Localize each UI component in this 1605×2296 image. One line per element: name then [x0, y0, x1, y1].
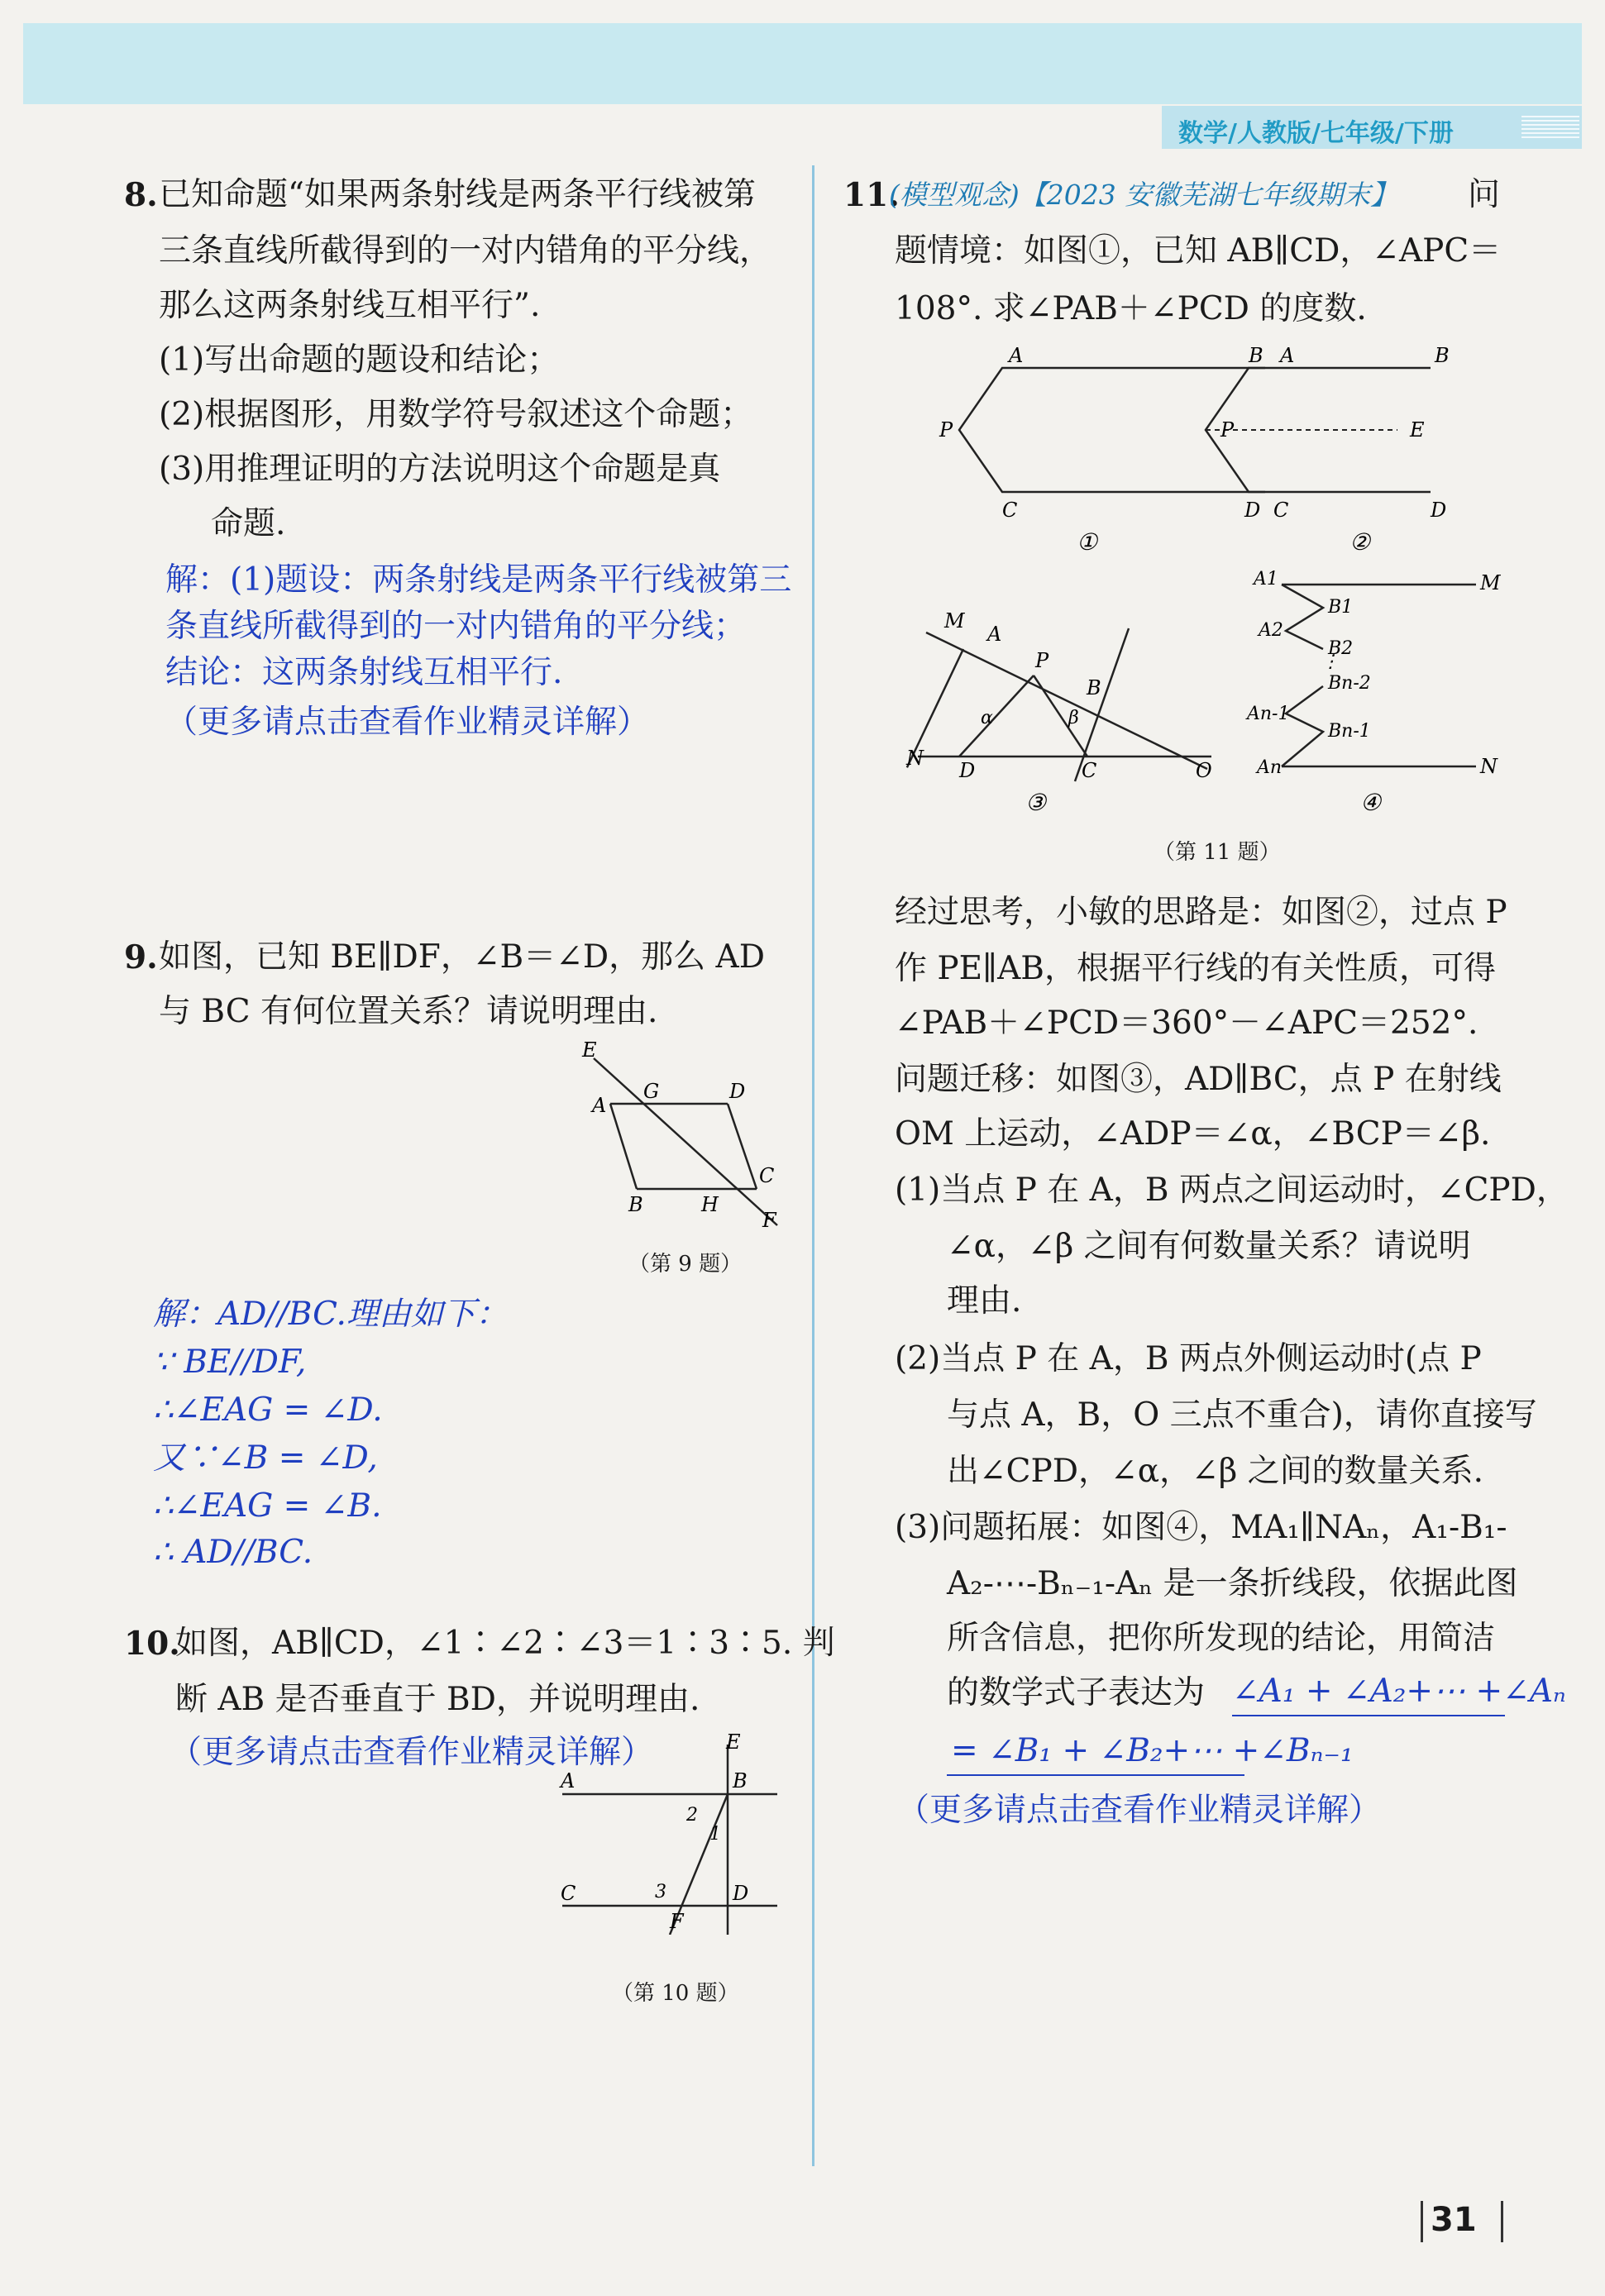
q11-f3-pd [959, 675, 1034, 757]
q11-f3-d: D [959, 759, 976, 782]
q10-label-a: A [561, 1769, 576, 1792]
q11-f3-o: O [1196, 759, 1212, 782]
q11-f1-p: P [939, 418, 953, 442]
q9-label-h: H [701, 1193, 719, 1216]
q11-f4-b2: B2 [1328, 638, 1354, 659]
q11-part2-3: 出∠CPD，∠α，∠β 之间的数量关系. [947, 1453, 1484, 1490]
header-subject-tag [1162, 106, 1582, 149]
q10-label-e: E [726, 1730, 741, 1754]
q9-label-b: B [628, 1193, 643, 1216]
header-decoration [1521, 116, 1579, 141]
column-divider [812, 165, 814, 2166]
q10-caption: （第 10 题） [612, 1981, 739, 2006]
q11-answer-2: = ∠B₁ + ∠B₂+⋯ +∠Bₙ₋₁ [951, 1732, 1354, 1769]
q9-caption: （第 9 题） [628, 1252, 743, 1277]
q9-label-c: C [759, 1164, 775, 1187]
q10-label-c: C [561, 1882, 576, 1905]
q11-f3-pc [1034, 675, 1087, 757]
q10-label-2: 2 [686, 1805, 698, 1826]
q9-answer-1: 解：AD//BC.理由如下： [153, 1296, 508, 1333]
q10-more-link[interactable]: （更多请点击查看作业精灵详解） [170, 1734, 654, 1771]
q11-f4-b1: B1 [1328, 597, 1354, 618]
q11-part2-1: (2)当点 P 在 A，B 两点外侧运动时(点 P [895, 1340, 1482, 1377]
q11-f4-a2: A2 [1259, 620, 1283, 641]
q8-answer-2: 条直线所截得到的一对内错角的平分线； [165, 608, 747, 645]
q11-f3-p: P [1035, 649, 1049, 672]
q11-figures-1-2 [934, 339, 1480, 562]
q11-f3-alpha: α [981, 708, 993, 728]
q11-part3-3: 所含信息，把你所发现的结论，用简洁 [947, 1620, 1496, 1657]
q11-part3-1: (3)问题拓展：如图④，MA₁∥NAₙ，A₁-B₁- [895, 1509, 1507, 1546]
header-band [23, 23, 1582, 104]
q11-f2-e: E [1410, 418, 1425, 442]
q11-line-2: 题情境：如图①，已知 AB∥CD，∠APC＝ [895, 232, 1502, 270]
q11-answer-underline-1 [1232, 1715, 1505, 1716]
q11-f3-a: A [987, 623, 1002, 646]
q8-part-3a: (3)用推理证明的方法说明这个命题是真 [159, 451, 721, 488]
q11-f4-bottom-zig [1282, 686, 1323, 766]
q11-f2-c: C [1273, 499, 1289, 522]
q10-label-1: 1 [709, 1824, 721, 1845]
q11-f2-a: A [1280, 344, 1295, 367]
q11-part3-2: A₂-⋯-Bₙ₋₁-Aₙ 是一条折线段，依据此图 [947, 1565, 1518, 1602]
q11-part1-2: ∠α，∠β 之间有何数量关系？请说明 [947, 1228, 1471, 1265]
q11-f4-bn1: Bn-1 [1328, 721, 1371, 742]
q11-f3-n: N [906, 747, 924, 770]
q9-line-dc [728, 1104, 757, 1189]
q10-label-3: 3 [655, 1882, 666, 1902]
q8-line-1: 已知命题“如果两条射线是两条平行线被第 [159, 176, 756, 213]
q11-answer-underline-2 [947, 1774, 1244, 1776]
q11-circled-2: ② [1349, 528, 1371, 556]
q11-f4-n: N [1480, 755, 1498, 778]
q11-f3-om [926, 632, 1207, 769]
q9-line-2: 与 BC 有何位置关系？请说明理由. [159, 993, 658, 1030]
q11-f2-d: D [1431, 499, 1447, 522]
q11-body-2: 作 PE∥AB，根据平行线的有关性质，可得 [895, 950, 1496, 987]
q9-answer-6: ∴ AD//BC. [153, 1534, 313, 1571]
q11-f4-m: M [1480, 571, 1501, 594]
q8-part-3b: 命题. [211, 505, 286, 542]
q11-f2-b: B [1435, 344, 1450, 367]
q9-label-f: F [762, 1209, 776, 1232]
q11-part2-2: 与点 A，B，O 三点不重合)，请你直接写 [947, 1396, 1537, 1434]
q11-f1-b: B [1249, 344, 1263, 367]
q9-answer-2: ∵ BE//DF, [153, 1344, 307, 1381]
q11-f2-p: P [1220, 418, 1235, 442]
q9-number: 9. [124, 938, 158, 976]
q11-part3-4: 的数学式子表达为 [947, 1674, 1206, 1711]
q11-body-4: 问题迁移：如图③，AD∥BC，点 P 在射线 [895, 1061, 1502, 1098]
q8-part-2: (2)根据图形，用数学符号叙述这个命题； [159, 396, 753, 433]
q11-circled-3: ③ [1025, 789, 1047, 816]
q11-f4-bn2: Bn-2 [1328, 673, 1371, 694]
q11-line-1: 问 [1468, 176, 1501, 213]
q9-answer-3: ∴∠EAG = ∠D. [153, 1391, 383, 1429]
q8-number: 8. [124, 176, 158, 214]
q8-more-link[interactable]: （更多请点击查看作业精灵详解） [165, 704, 650, 741]
q9-answer-5: ∴∠EAG = ∠B. [153, 1487, 382, 1525]
page-number-bar-right [1501, 2201, 1503, 2242]
q10-label-b: B [733, 1769, 748, 1792]
q8-part-1: (1)写出命题的题设和结论； [159, 341, 560, 379]
q11-f3-beta: β [1068, 708, 1079, 728]
q11-part1-1: (1)当点 P 在 A，B 两点之间运动时，∠CPD， [895, 1172, 1569, 1209]
q11-answer-1: ∠A₁ + ∠A₂+⋯ +∠Aₙ [1232, 1673, 1566, 1710]
q9-answer-4: 又∵∠B = ∠D, [153, 1439, 378, 1477]
header-subject: 数学/人教版/七年级/下册 [1178, 119, 1454, 148]
q11-f4-an: An [1257, 757, 1283, 778]
q9-line-ab [610, 1104, 637, 1189]
q11-caption: （第 11 题） [1154, 840, 1281, 865]
q9-label-d: D [729, 1080, 746, 1103]
q11-figure-4 [1240, 566, 1521, 827]
q11-f1-d: D [1244, 499, 1261, 522]
page-number: 31 [1431, 2201, 1477, 2239]
q11-f4-dots: ⋮ [1321, 652, 1340, 672]
q11-more-link[interactable]: （更多请点击查看作业精灵详解） [897, 1792, 1382, 1829]
q11-f3-m: M [944, 609, 965, 632]
q11-body-1: 经过思考，小敏的思路是：如图②，过点 P [895, 894, 1507, 931]
q11-line-3: 108°. 求∠PAB＋∠PCD 的度数. [895, 290, 1367, 327]
q8-line-3: 那么这两条射线互相平行”. [159, 287, 541, 324]
q8-answer-3: 结论：这两条射线互相平行. [165, 654, 563, 691]
q11-number: 11. [843, 176, 900, 214]
q11-f1-c: C [1002, 499, 1018, 522]
q9-figure [571, 1042, 802, 1232]
q11-f3-b: B [1087, 676, 1101, 699]
q9-line-1: 如图，已知 BE∥DF，∠B＝∠D，那么 AD [159, 938, 765, 976]
q11-circled-1: ① [1077, 528, 1098, 556]
q11-figure-3 [901, 608, 1232, 827]
q11-f1-a: A [1009, 344, 1024, 367]
q11-body-5: OM 上运动，∠ADP＝∠α，∠BCP＝∠β. [895, 1115, 1491, 1153]
q11-f4-top-zig [1282, 585, 1323, 649]
q10-figure [554, 1728, 802, 1935]
q9-label-g: G [643, 1080, 660, 1103]
q8-answer-1: 解：(1)题设：两条射线是两条平行线被第三 [165, 561, 792, 599]
q11-f3-c: C [1082, 759, 1097, 782]
q11-tag: (模型观念)【2023 安徽芜湖七年级期末】 [889, 179, 1398, 211]
q10-number: 10. [124, 1625, 180, 1663]
q11-f4-an1: An-1 [1247, 704, 1290, 724]
q11-f4-a1: A1 [1254, 569, 1278, 590]
q10-line-1: 如图，AB∥CD，∠1∶∠2∶∠3＝1∶3∶5. 判 [175, 1625, 835, 1662]
q10-label-d: D [733, 1882, 749, 1905]
q9-label-e: E [582, 1042, 597, 1062]
q11-circled-4: ④ [1360, 789, 1382, 816]
q11-body-3: ∠PAB＋∠PCD＝360°－∠APC＝252°. [895, 1005, 1478, 1042]
q11-part1-3: 理由. [947, 1282, 1022, 1320]
q9-label-a: A [592, 1094, 607, 1117]
q8-line-2: 三条直线所截得到的一对内错角的平分线， [159, 232, 772, 270]
q10-label-f: F [670, 1910, 684, 1933]
page-number-bar-left [1421, 2201, 1423, 2242]
q10-line-2: 断 AB 是否垂直于 BD，并说明理由. [175, 1681, 700, 1718]
